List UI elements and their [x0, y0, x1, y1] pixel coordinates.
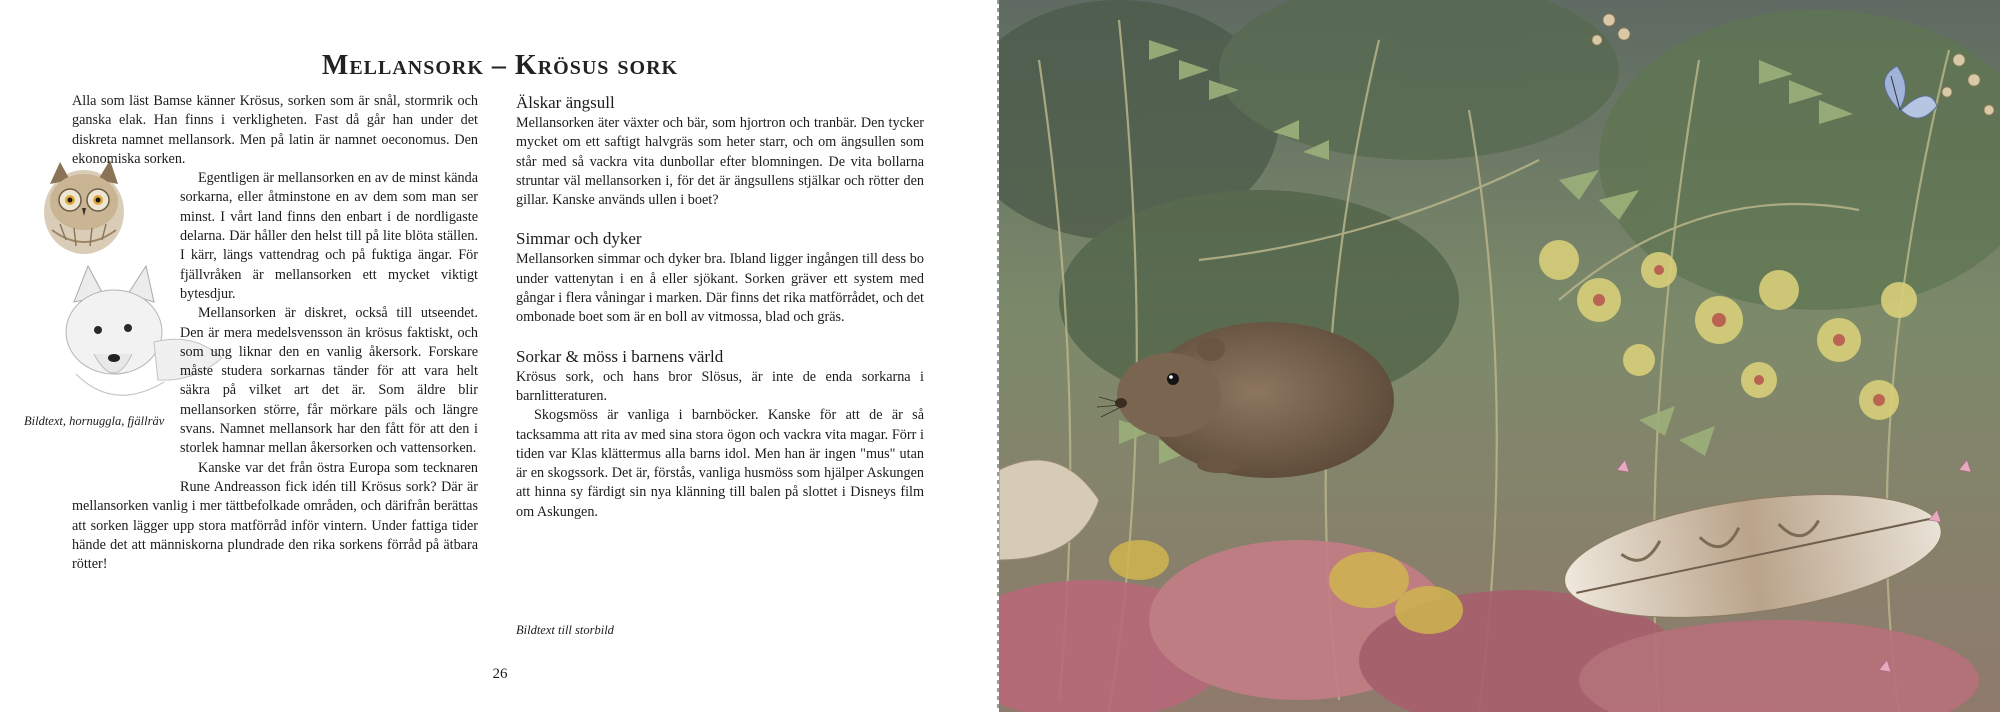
illustration-wrap-space — [22, 169, 172, 495]
paragraph-swimming: Mellansorken simmar och dyker bra. Ibland ligger ingången till dess bo under vattenytan i en å eller sjökant. Sorken gräver ett system med gångar i flera våningar i marken. Där finns det rika matförrådet, och det ombonade boet som är en boll av vitmossa, blad och gräs. — [516, 251, 924, 326]
paragraph-intro: Alla som läst Bamse känner Krösus, sorken som är snål, stormrik och ganska elak. Han finns i verkligheten. Fast då går han under det diskreta namnet mellansork. Men på latin är namnet oeconomus. Den ekonomiska sorken. — [72, 93, 478, 167]
left-page — [0, 0, 997, 712]
heading-sorkar-och-moss: Sorkar & möss i barnens värld — [516, 346, 724, 366]
heading-alskar-angsull: Älskar ängsull — [516, 93, 615, 112]
left-text-column — [72, 92, 478, 574]
paragraph-literature: Krösus sork, och hans bror Slösus, är inte de enda sorkarna i barnlitteraturen. — [516, 368, 924, 404]
right-page-illustration — [999, 0, 2000, 712]
large-image-caption: Bildtext till storbild — [516, 623, 614, 637]
vole-in-meadow-painting — [999, 0, 2000, 712]
paragraph-habitat: Egentligen är mellansorken en av de minst kända sorkarna, eller åtminstone en av dem som man ser minst. I vårt land finns den enbart i de nordligaste delarna. Där håller den helst till på lite blöta ställen. I kärr, längs vattendrag och på fuktiga ängar. För fjällvråken är mellansorken ett mycket viktigt bytesdjur. — [180, 170, 478, 302]
paragraph-origin: Kanske var det från östra Europa som tecknaren Rune Andreasson fick idén till Krösus sork? Där är mellansorken vanlig i mer tättbefolkade områden, och därifrån berättas att sorken lägger upp stora matförråd inför vintern. Under fattiga tider hände det att människorna plundrade den rika sorkens förråd på ätbara rötter! — [72, 459, 478, 573]
paragraph-diet: Mellansorken äter växter och bär, som hjortron och tranbär. Den tycker mycket om ett saftigt halvgräs som heter starr, och om ängsullen som står med så vackra vita dunbollar efter blomningen. De vita bollarna struntar väl mellansorken i, för det är ängsullens stjälkar och rötter den gillar. Kanske används ullen i boet? — [516, 115, 924, 209]
right-text-column — [516, 92, 924, 522]
page-title: Mellansork – Krösus sork — [321, 50, 679, 81]
heading-simmar-och-dyker: Simmar och dyker — [516, 229, 642, 249]
small-image-caption: Bildtext, hornuggla, fjällräv — [24, 414, 165, 428]
paragraph-mice: Skogsmöss är vanliga i barnböcker. Kanske för att de är så tacksamma att rita av med sina stora ögon och vackra vita magar. Förr i tiden var Klas klättermus alla barns idol. Men han är ingen "mus" utan är en skogssork. Det är, förstås, vanliga husmöss som hjälper Askungen att hinna sy färdigt sin nya klänning till balen på slottet i Disneys film om Askungen. — [516, 407, 924, 520]
page-number: 26 — [492, 666, 508, 682]
paragraph-appearance: Mellansorken är diskret, också till utseendet. Den är mera medelsvensson än krösus faktiskt, och som ung liknar den en vanlig åkersork. Forskare måste studera sorkarnas tänder för att vara helt säkra på vilket art det är. Som äldre blir mellansorken större, får mörkare päls och längre svans. Namnet mellansork har den fått för att den i storlek hamnar mellan åkersorken och vattensorken. — [180, 305, 478, 457]
